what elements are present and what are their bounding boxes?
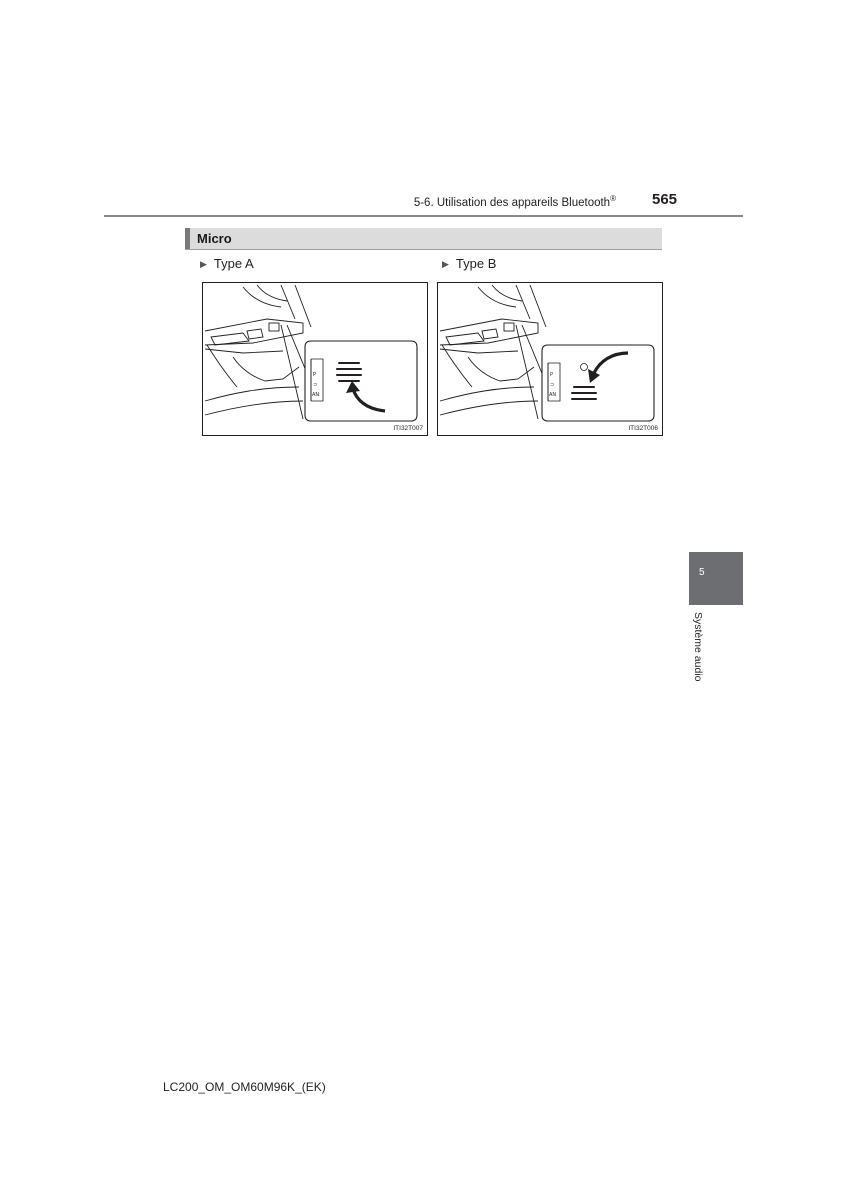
- figure-label-text: Type B: [455, 256, 497, 271]
- switch-label-door: ⊃: [313, 382, 318, 388]
- figure-type-a: [202, 282, 428, 436]
- page-number: 565: [652, 191, 678, 208]
- registered-mark: ®: [610, 194, 616, 203]
- triangle-bullet-icon: ▶: [442, 259, 449, 269]
- switch-label-an: AN: [312, 392, 320, 398]
- overhead-console-microphone-illustration: [438, 283, 662, 435]
- chapter-tab: [689, 552, 743, 605]
- header-section-title: 5-6. Utilisation des appareils Bluetooth: [413, 196, 611, 209]
- header-divider: [104, 215, 743, 217]
- figure-label-text: Type A: [213, 256, 254, 271]
- overhead-console-microphone-illustration: [203, 283, 427, 435]
- switch-label-door: ⊃: [550, 382, 555, 388]
- triangle-bullet-icon: ▶: [200, 259, 207, 269]
- switch-label-p: P: [550, 372, 554, 378]
- figure-label-type-b: [442, 256, 496, 271]
- chapter-number: 5: [699, 567, 705, 578]
- figure-code: ITI32T006: [628, 425, 658, 432]
- section-heading-bar: [185, 228, 662, 250]
- chapter-title: Système audio: [692, 612, 704, 682]
- figure-type-b: [437, 282, 663, 436]
- section-heading-marker: [185, 228, 190, 249]
- switch-label-an: AN: [549, 392, 557, 398]
- switch-label-p: P: [313, 372, 317, 378]
- figure-label-type-a: [200, 256, 254, 271]
- figure-code: ITI32T007: [393, 425, 423, 432]
- running-header: [360, 194, 616, 209]
- document-id: LC200_OM_OM60M96K_(EK): [163, 1080, 326, 1094]
- section-title: Micro: [197, 231, 232, 246]
